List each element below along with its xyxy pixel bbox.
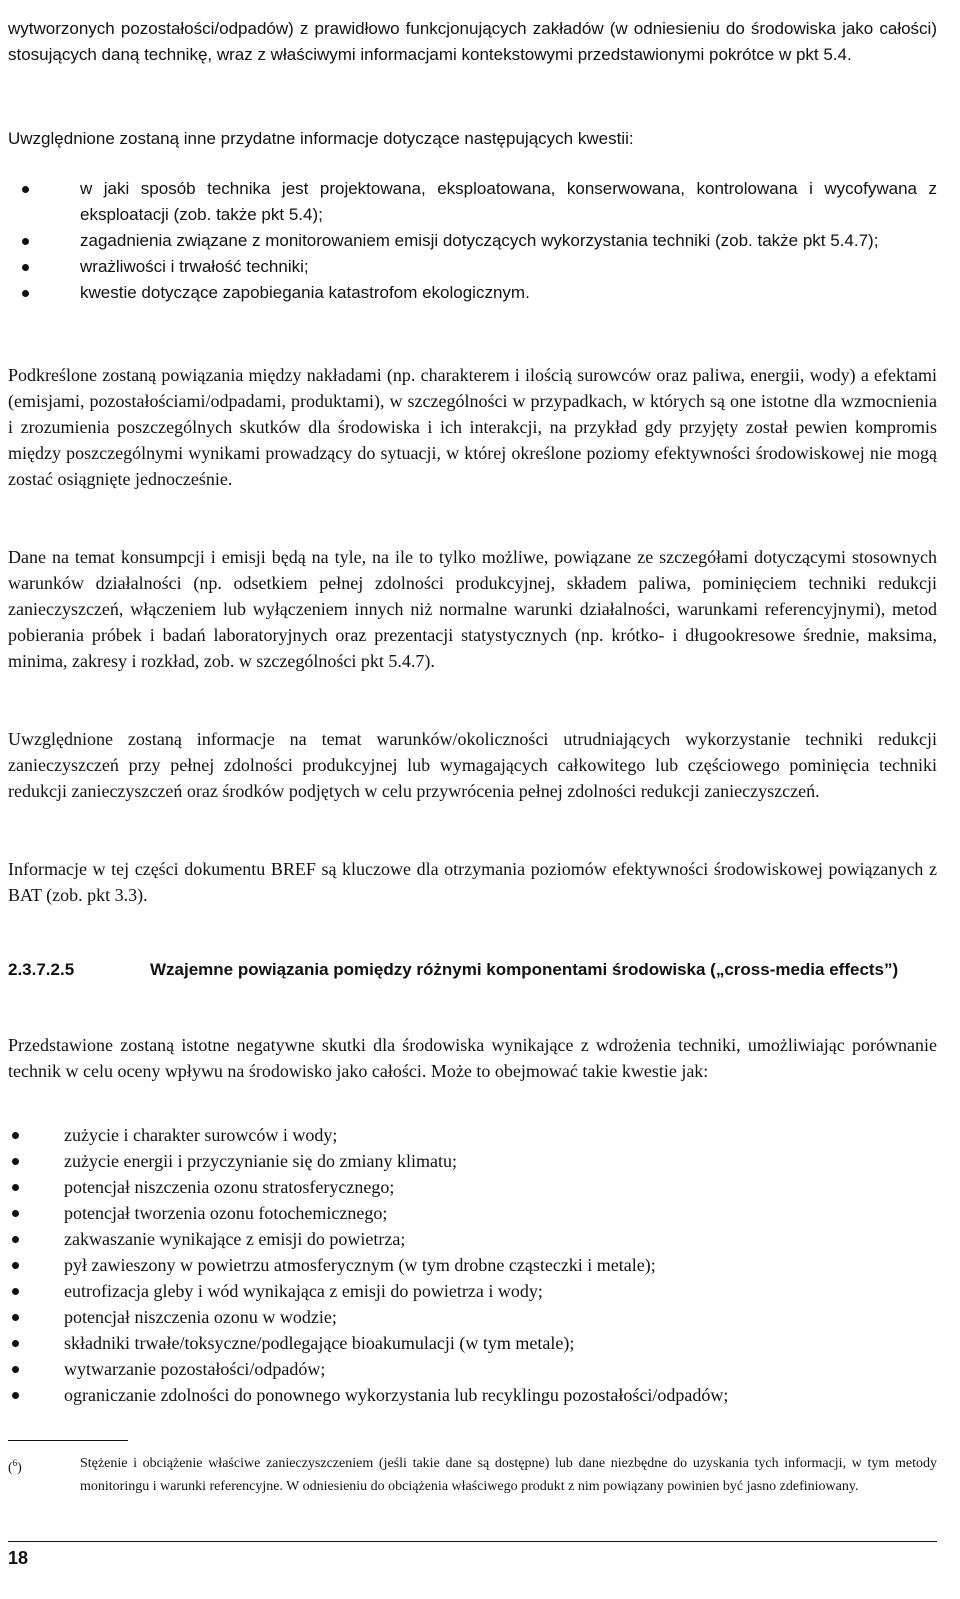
- list-item: eutrofizacja gleby i wód wynikająca z emisji do powietrza i wody;: [8, 1278, 937, 1304]
- section-title: Wzajemne powiązania pomiędzy różnymi komponentami środowiska („cross-media effects”): [150, 960, 899, 979]
- list-item: kwestie dotyczące zapobiegania katastrofom ekologicznym.: [8, 280, 937, 306]
- bullet-icon: [12, 1132, 19, 1139]
- list-item: składniki trwałe/toksyczne/podlegające bioakumulacji (w tym metale);: [8, 1330, 937, 1356]
- bullet-icon: [12, 1210, 19, 1217]
- list-item: zakwaszanie wynikające z emisji do powietrza;: [8, 1226, 937, 1252]
- bullet-icon: [12, 1366, 19, 1373]
- footnote-separator: [8, 1440, 128, 1441]
- list-item: wytwarzanie pozostałości/odpadów;: [8, 1356, 937, 1382]
- bullet-icon: [22, 290, 29, 297]
- list-item: ograniczanie zdolności do ponownego wykorzystania lub recyklingu pozostałości/odpadów;: [8, 1382, 937, 1408]
- page-number: 18: [8, 1548, 29, 1568]
- bullet-icon: [22, 238, 29, 245]
- paragraph-intro: wytworzonych pozostałości/odpadów) z prawidłowo funkcjonujących zakładów (w odniesieniu do środowiska jako całości) stosujących daną technikę, wraz z właściwymi informacjami kontekstowymi przedstawionymi pokrótce w pkt 5.4.: [8, 19, 937, 64]
- paragraph-other-info: Uwzględnione zostaną inne przydatne informacje dotyczące następujących kwestii:: [8, 129, 634, 148]
- list-item: pył zawieszony w powietrzu atmosferycznym (w tym drobne cząsteczki i metale);: [8, 1252, 937, 1278]
- bullet-icon: [22, 264, 29, 271]
- bullet-icon: [12, 1314, 19, 1321]
- list-item: zagadnienia związane z monitorowaniem emisji dotyczących wykorzystania techniki (zob. także pkt 5.4.7);: [8, 228, 937, 254]
- bullet-icon: [12, 1288, 19, 1295]
- list-item: potencjał niszczenia ozonu w wodzie;: [8, 1304, 937, 1330]
- list-item: potencjał niszczenia ozonu stratosferycznego;: [8, 1174, 937, 1200]
- bullet-icon: [12, 1184, 19, 1191]
- bullet-icon: [12, 1262, 19, 1269]
- bullet-list-cross-media: [8, 1122, 937, 1408]
- bullet-icon: [12, 1236, 19, 1243]
- section-number: 2.3.7.2.5: [8, 960, 75, 979]
- page-footer-rule: [8, 1541, 937, 1542]
- list-item: zużycie energii i przyczynianie się do zmiany klimatu;: [8, 1148, 937, 1174]
- bullet-icon: [22, 186, 29, 193]
- bullet-icon: [12, 1392, 19, 1399]
- paragraph-conditions: Uwzględnione zostaną informacje na temat warunków/okoliczności utrudniających wykorzystanie techniki redukcji zanieczyszczeń przy pełnej zdolności produkcyjnej lub wymagających całkowitego lub częściowego pominięcia techniki redukcji zanieczyszczeń oraz środków podjętych w celu przywrócenia pełnej zdolności redukcji zanieczyszczeń.: [8, 729, 937, 801]
- list-item: w jaki sposób technika jest projektowana, eksploatowana, konserwowana, kontrolowana i wycofywana z eksploatacji (zob. także pkt 5.4);: [8, 176, 937, 228]
- list-item: potencjał tworzenia ozonu fotochemicznego;: [8, 1200, 937, 1226]
- bullet-list-info-issues: [8, 176, 937, 306]
- footnote-text: Stężenie i obciążenie właściwe zanieczyszczeniem (jeśli takie dane są dostępne) lub dane niezbędne do uzyskania tych informacji, w tym metody monitoringu i warunki referencyjne. W odniesieniu do obciążenia właściwego produkt z nim powiązany powinien być jasno zdefiniowany.: [80, 1456, 937, 1494]
- bullet-icon: [12, 1158, 19, 1165]
- list-item: zużycie i charakter surowców i wody;: [8, 1122, 937, 1148]
- footnote-mark: ($^6$): [8, 1458, 22, 1476]
- paragraph-input-output: Podkreślone zostaną powiązania między nakładami (np. charakterem i ilością surowców oraz paliwa, energii, wody) a efektami (emisjami, pozostałościami/odpadami, produktami), w szczególności w przypadkach, w których są one istotne dla wzmocnienia i zrozumienia poszczególnych skutków dla środowiska i ich interakcji, na przykład gdy przyjęty został pewien kompromis między poszczególnymi wynikami prowadzący do sytuacji, w której określone poziomy efektywności środowiskowej nie mogą zostać osiągnięte jednocześnie.: [8, 365, 937, 489]
- paragraph-cross-media: Przedstawione zostaną istotne negatywne skutki dla środowiska wynikające z wdrożenia techniki, umożliwiając porównanie technik w celu oceny wpływu na środowisko jako całości. Może to obejmować takie kwestie jak:: [8, 1035, 937, 1081]
- paragraph-consumption-emission: Dane na temat konsumpcji i emisji będą na tyle, na ile to tylko możliwe, powiązane ze szczegółami dotyczącymi stosownych warunków działalności (np. odsetkiem pełnej zdolności produkcyjnej, składem paliwa, pominięciem techniki redukcji zanieczyszczeń, włączeniem lub wyłączeniem innych niż normalne warunki działalności, warunkami referencyjnymi), metod pobierania próbek i badań laboratoryjnych oraz prezentacji statystycznych (np. krótko- i długookresowe średnie, maksima, minima, zakresy i rozkład, zob. w szczególności pkt 5.4.7).: [8, 547, 937, 671]
- bullet-icon: [12, 1340, 19, 1347]
- list-item: wrażliwości i trwałość techniki;: [8, 254, 937, 280]
- paragraph-bref-info: Informacje w tej części dokumentu BREF są kluczowe dla otrzymania poziomów efektywności środowiskowej powiązanych z BAT (zob. pkt 3.3).: [8, 859, 937, 905]
